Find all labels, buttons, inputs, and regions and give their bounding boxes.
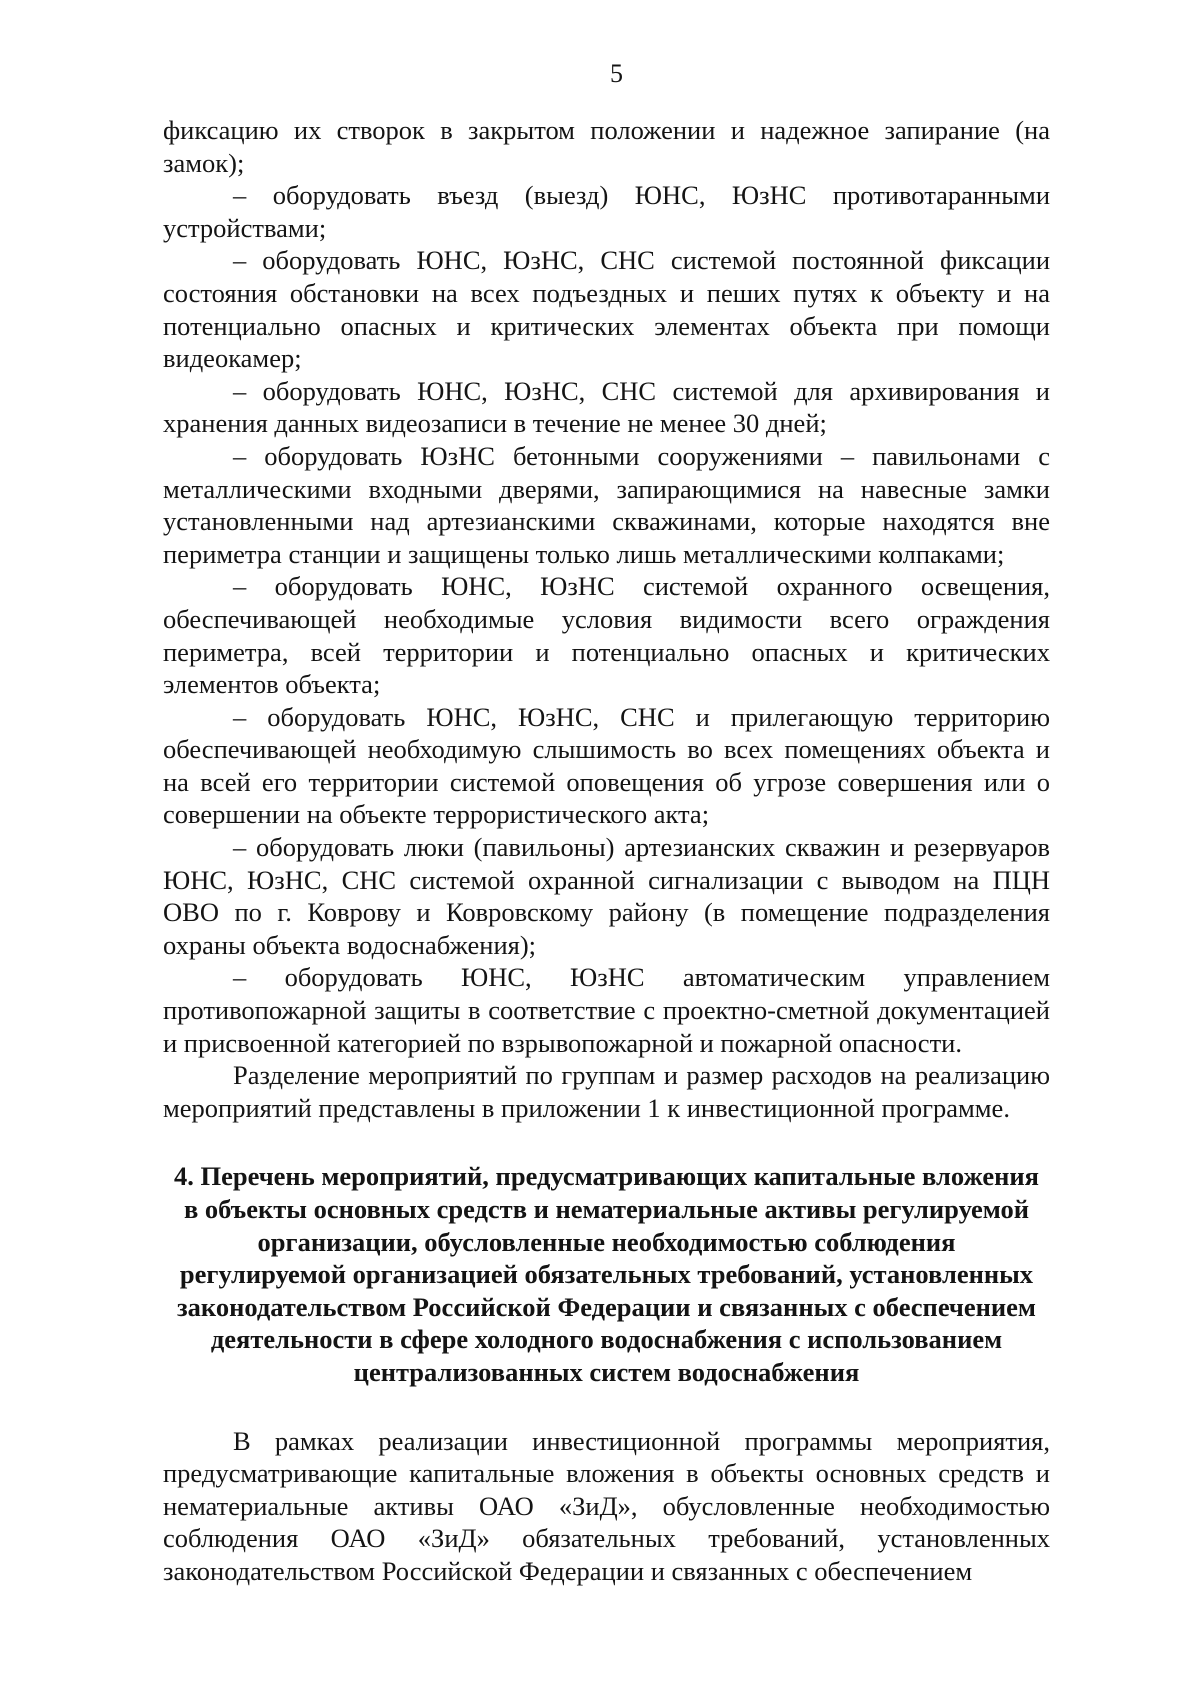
spacer xyxy=(163,1124,1050,1160)
body-paragraph-8: – оборудовать люки (павильоны) артезианских скважин и резервуаров ЮНС, ЮзНС, СНС системой охранной сигнализации с выводом на ПЦН ОВО по г. Коврову и Ковровскому району (в помещение подразделения охраны объекта водоснабжения); xyxy=(163,832,1050,960)
page-number: 5 xyxy=(610,59,623,88)
body-paragraph-5: – оборудовать ЮзНС бетонными сооружениями – павильонами с металлическими входными дверями, запирающимися на навесные замки установленными над артезианскими скважинами, которые находятся вне периметра станции и защищены только лишь металлическими колпаками; xyxy=(163,440,1050,569)
body-paragraph-4: – оборудовать ЮНС, ЮзНС, СНС системой для архивирования и хранения данных видеозаписи в течение не менее 30 дней; xyxy=(163,375,1050,439)
section-heading: 4. Перечень мероприятий, предусматривающих капитальные вложения в объекты основных средств и нематериальные активы регулируемой организации, обусловленные необходимостью соблюдения регулируемой организацией обязательных требований, установленных законодательством Российской Федерации и связанных с обеспечением деятельности в сфере холодного водоснабжения с использованием централизованных систем водоснабжения xyxy=(174,1161,1039,1387)
body-paragraph-3: – оборудовать ЮНС, ЮзНС, СНС системой постоянной фиксации состояния обстановки на всех подъездных и пеших путях к объекту и на потенциально опасных и критических элементах объекта при помощи видеокамер; xyxy=(163,245,1050,374)
section-paragraph: В рамках реализации инвестиционной программы мероприятия, предусматривающие капитальные вложения в объекты основных средств и нематериальные активы ОАО «ЗиД», обусловленные необходимостью соблюдения ОАО «ЗиД» обязательных требований, установленных законодательством Российской Федерации и связанных с обеспечением xyxy=(163,1425,1050,1586)
body-paragraph-1: фиксацию их створок в закрытом положении и надежное запирание (на замок); xyxy=(163,115,1050,178)
body-paragraph-6: – оборудовать ЮНС, ЮзНС системой охранного освещения, обеспечивающей необходимые условия видимости всего ограждения периметра, всей территории и потенциально опасных и критических элементов объекта; xyxy=(163,571,1050,700)
body-paragraph-10: Разделение мероприятий по группам и размер расходов на реализацию мероприятий представлены в приложении 1 к инвестиционной программе. xyxy=(163,1060,1050,1123)
body-paragraph-7: – оборудовать ЮНС, ЮзНС, СНС и прилегающую территорию обеспечивающей необходимую слышимость во всех помещениях объекта и на всей его территории системой оповещения об угрозе совершения или о совершении на объекте террористического акта; xyxy=(163,701,1050,830)
body-paragraph-2: – оборудовать въезд (выезд) ЮНС, ЮзНС противотаранными устройствами; xyxy=(163,180,1050,243)
spacer xyxy=(163,1389,1050,1425)
body-paragraph-9: – оборудовать ЮНС, ЮзНС автоматическим управлением противопожарной защиты в соответствие с проектно-сметной документацией и присвоенной категорией по взрывопожарной и пожарной опасности. xyxy=(163,962,1050,1058)
